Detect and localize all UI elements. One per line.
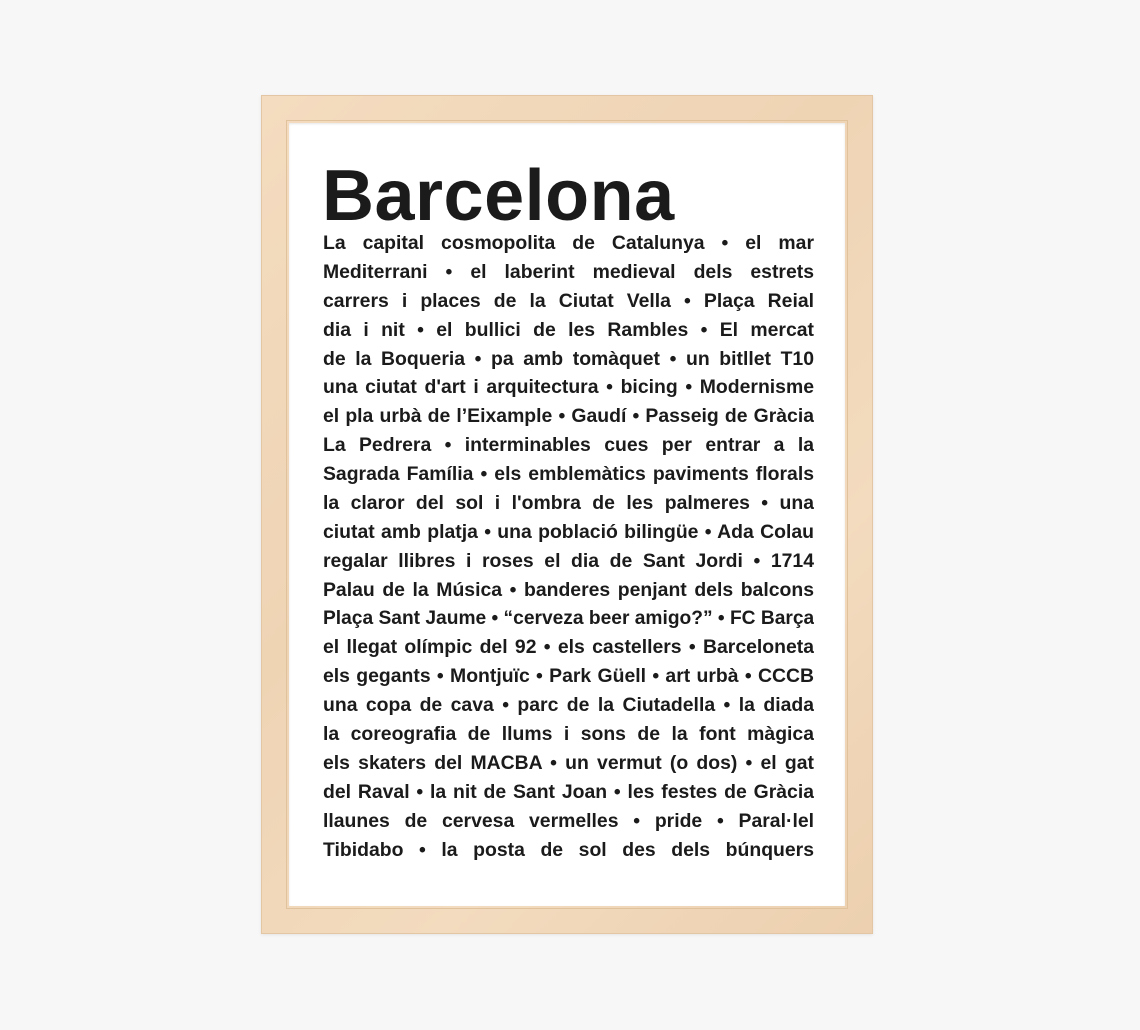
poster-line: de la Boqueria • pa amb tomàquet • un bitllet T10 [323, 347, 814, 370]
poster-line: el llegat olímpic del 92 • els castellers • Barceloneta [323, 636, 814, 659]
poster-line: La Pedrera • interminables cues per entrar a la [323, 434, 814, 457]
poster-text-block [323, 229, 823, 865]
poster-line: carrers i places de la Ciutat Vella • Plaça Reial [323, 289, 814, 312]
poster-line: Tibidabo • la posta de sol des dels búnquers [323, 838, 814, 861]
poster-line: Mediterrani • el laberint medieval dels estrets [323, 260, 814, 283]
poster-line: Palau de la Música • banderes penjant dels balcons [323, 578, 814, 601]
poster-line: dia i nit • el bullici de les Rambles • El mercat [323, 318, 814, 341]
poster-line: regalar llibres i roses el dia de Sant Jordi • 1714 [323, 549, 814, 572]
poster-line: els skaters del MACBA • un vermut (o dos) • el gat [323, 752, 814, 775]
poster-title: Barcelona [322, 156, 675, 236]
poster-line: Plaça Sant Jaume • “cerveza beer amigo?” • FC Barça [323, 607, 814, 629]
poster-line: la coreografia de llums i sons de la font màgica [323, 723, 814, 746]
poster-line: una copa de cava • parc de la Ciutadella • la diada [323, 694, 814, 717]
poster-line: del Raval • la nit de Sant Joan • les festes de Gràcia [323, 780, 814, 803]
poster-line: Sagrada Família • els emblemàtics paviments florals [323, 463, 814, 486]
poster-line: llaunes de cervesa vermelles • pride • Paral·lel [323, 809, 814, 832]
poster-line: el pla urbà de l’Eixample • Gaudí • Passeig de Gràcia [323, 405, 814, 428]
poster-line: una ciutat d'art i arquitectura • bicing • Modernisme [323, 376, 814, 399]
poster-line: la claror del sol i l'ombra de les palmeres • una [323, 492, 814, 515]
poster-line: ciutat amb platja • una població bilingüe • Ada Colau [323, 520, 814, 543]
poster-line: els gegants • Montjuïc • Park Güell • art urbà • CCCB [323, 665, 814, 688]
poster-line: La capital cosmopolita de Catalunya • el mar [323, 232, 814, 254]
